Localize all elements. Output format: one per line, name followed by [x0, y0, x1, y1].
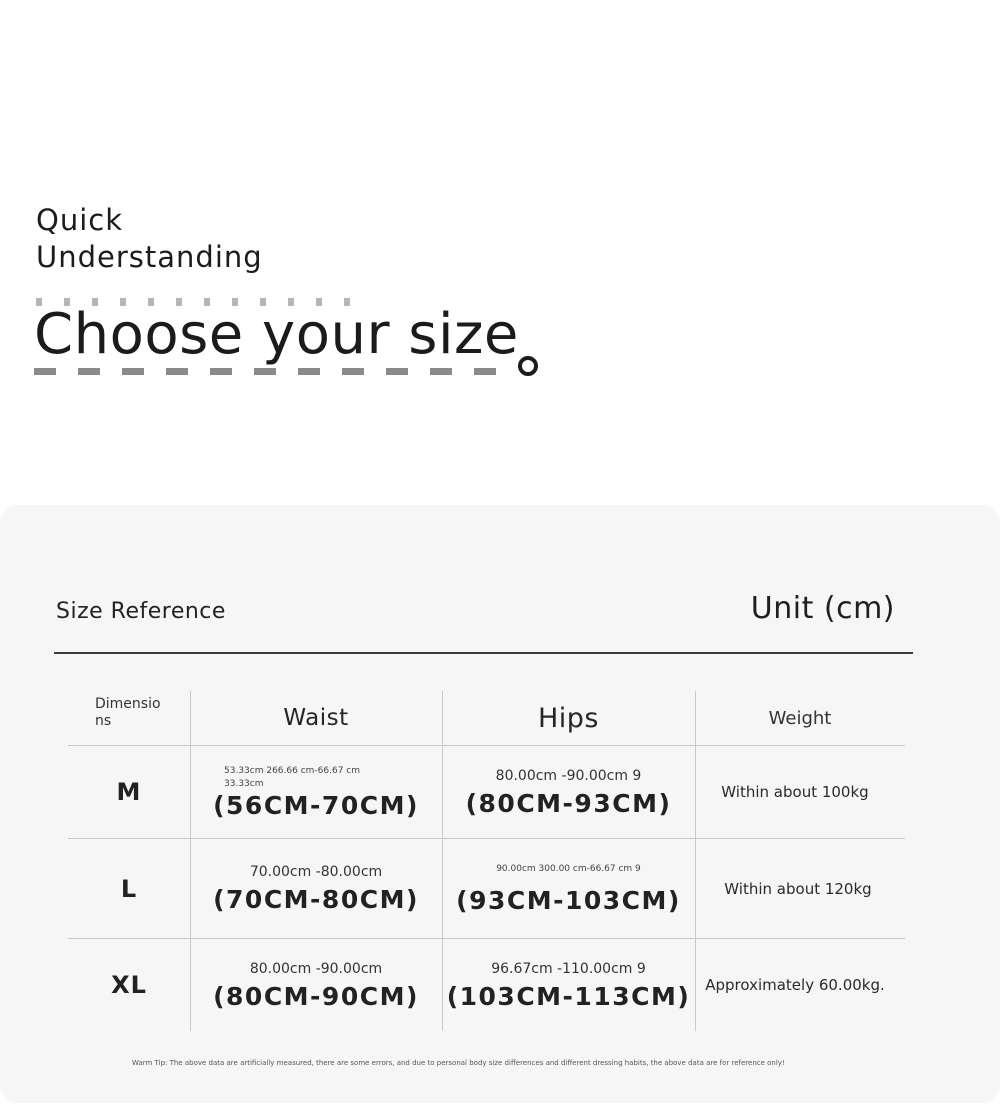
- ghost-text-decoration-bottom: [34, 368, 504, 375]
- weight-cell: [695, 746, 895, 838]
- size-label: M: [116, 778, 142, 806]
- size-label: XL: [111, 971, 147, 999]
- unit-label: Unit (cm): [750, 591, 895, 626]
- size-table: [68, 691, 905, 1031]
- header-hips-cell: [442, 691, 695, 745]
- header-waist-cell: [190, 691, 442, 745]
- header-weight: Weight: [768, 707, 832, 729]
- size-reference-title: Size Reference: [56, 599, 226, 624]
- hips-cell: [442, 939, 695, 1031]
- headline-block: [34, 298, 554, 378]
- hips-note: 90.00cm 300.00 cm-66.67 cm 9: [496, 863, 641, 874]
- quick-understanding-label: Quick Understanding: [36, 203, 263, 274]
- hips-range: (93CM-103CM): [456, 885, 681, 915]
- weight-cell: [695, 939, 895, 1031]
- size-chart-panel: [0, 505, 1000, 1103]
- table-row: [68, 746, 190, 838]
- waist-range: (70CM-80CM): [213, 885, 419, 914]
- hips-cell: [442, 746, 695, 838]
- weight-value: Within about 120kg: [724, 879, 872, 898]
- header-weight-cell: [695, 691, 905, 745]
- waist-range: (56CM-70CM): [213, 790, 419, 820]
- header-waist: Waist: [283, 705, 349, 731]
- weight-cell: [695, 839, 901, 938]
- waist-note: 53.33cm 266.66 cm-66.67 cm 33.33cm: [224, 765, 360, 789]
- header-dimensions: Dimensions: [95, 696, 161, 729]
- hips-range: (103CM-113CM): [446, 981, 691, 1011]
- waist-cell: [190, 746, 442, 838]
- waist-note: 70.00cm -80.00cm: [249, 864, 383, 880]
- choose-size-headline: Choose your size: [34, 302, 519, 367]
- hips-note: 80.00cm -90.00cm 9: [495, 767, 642, 784]
- weight-value: Within about 100kg: [721, 783, 869, 801]
- header-hips: Hips: [537, 702, 599, 734]
- header-divider: [54, 652, 913, 654]
- size-label: L: [120, 874, 138, 903]
- warm-tip-note: Warm Tip: The above data are artificially measured, there are some errors, and due to personal body size differences and different dressing habits, the above data are for reference only!: [132, 1059, 785, 1067]
- hips-note: 96.67cm -110.00cm 9: [491, 960, 646, 977]
- waist-note: 80.00cm -90.00cm: [249, 960, 383, 977]
- period-dot-icon: [518, 356, 538, 376]
- table-row: [68, 939, 190, 1031]
- hips-cell: [442, 839, 695, 938]
- waist-range: (80CM-90CM): [213, 981, 419, 1011]
- weight-value: Approximately 60.00kg.: [705, 976, 885, 994]
- hips-range: (80CM-93CM): [465, 788, 672, 818]
- waist-cell: [190, 839, 442, 938]
- waist-cell: [190, 939, 442, 1031]
- table-row: [68, 839, 190, 938]
